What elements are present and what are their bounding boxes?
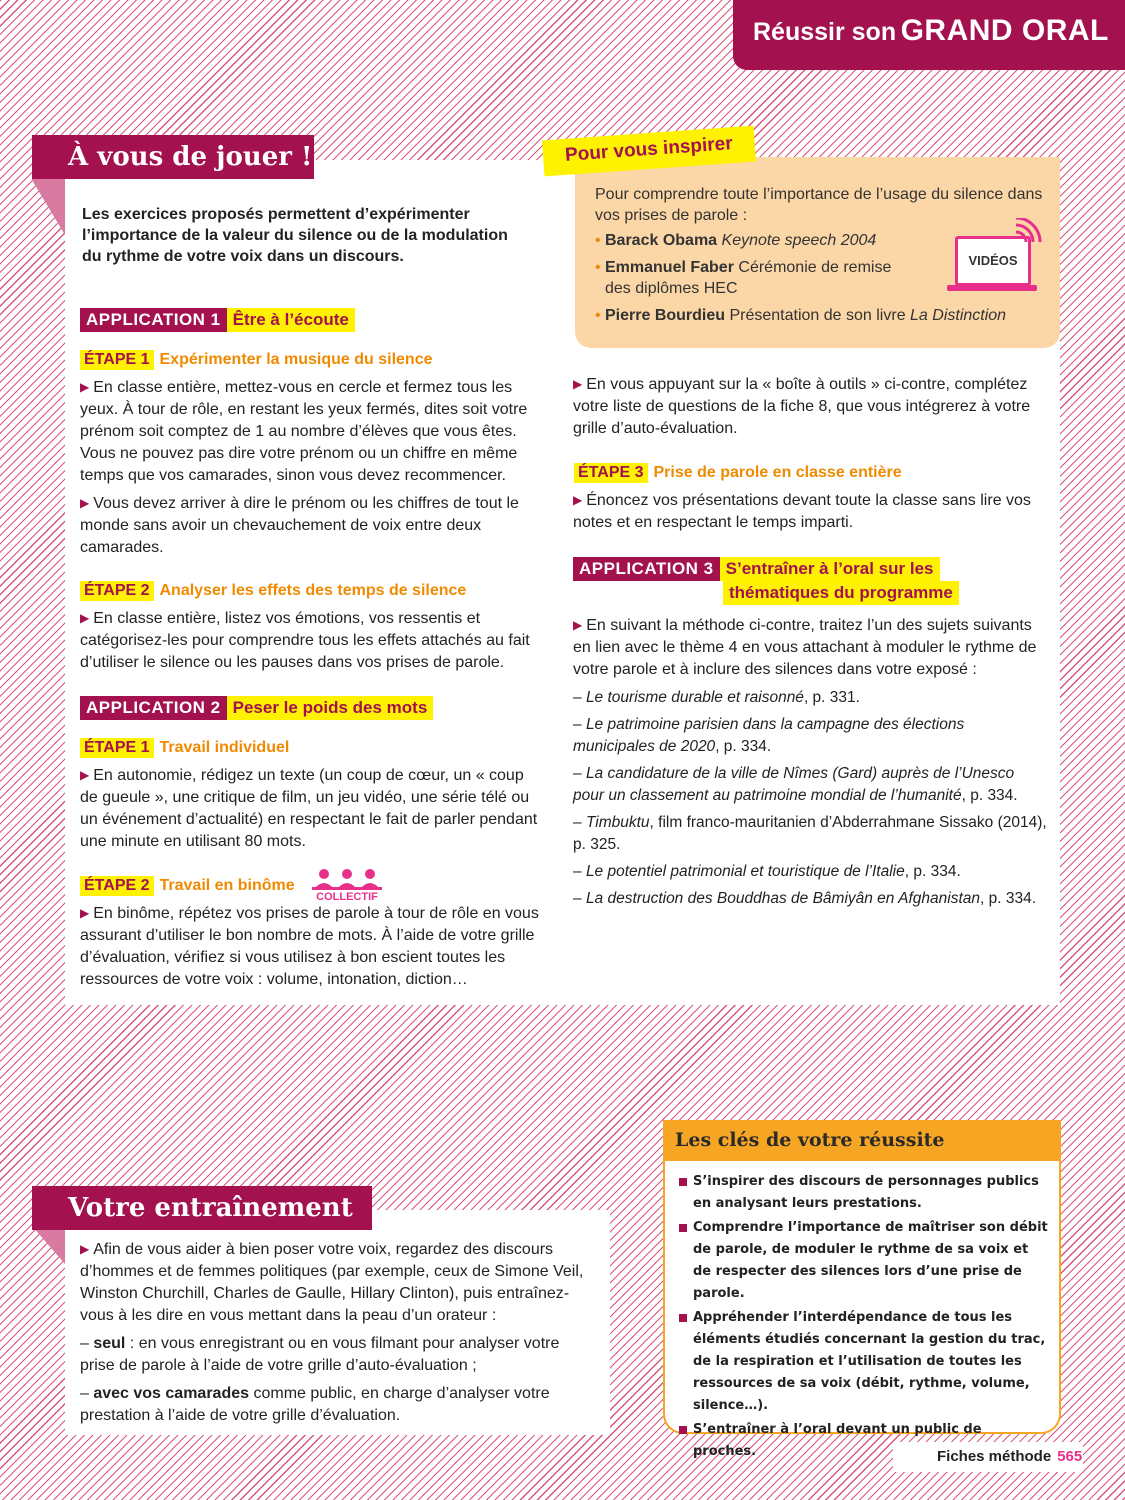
application-3-heading-line2 [723,581,959,605]
etape-tag: ÉTAPE 2 [80,581,154,601]
entrainement-text [80,1239,595,1433]
bullet-triangle-icon: ▶ [573,493,583,507]
application-2-heading [80,696,433,720]
etape3-heading [574,463,902,483]
inspire-item[interactable]: • Pierre Bourdieu Présentation de son livre La Distinction [595,307,1007,324]
etape-title: Expérimenter la musique du silence [159,351,433,368]
app1-tag: APPLICATION 1 [80,308,227,332]
a-vous-title-text: À vous de jouer ! [68,142,313,172]
inspire-item[interactable]: • Barack Obama Keynote speech 2004 [595,232,877,249]
subject-item: – Le potentiel patrimonial et touristique de l’Italie, p. 334. [573,863,961,880]
etape-tag: ÉTAPE 1 [80,738,154,758]
bullet-triangle-icon: ▶ [80,496,90,510]
collectif-icon [312,868,382,902]
wifi-signal-icon [1012,218,1042,248]
footer-label: Fiches méthode [937,1448,1052,1465]
cles-list [665,1171,1059,1463]
paragraph: En classe entière, mettez-vous en cercle et fermez tous les yeux. À tour de rôle, en restant les yeux fermés, dites soit votre prénom soit comptez de 1 au nombre d’élèves que vous êtes. Vous ne pouvez pas dire votre prénom ou un chiffre en même temps que vos camarades, sinon vous devez recommencer. [80,379,528,484]
paragraph: Énoncez vos présentations devant toute la classe sans lire vos notes et en respectant le temps imparti. [573,492,1031,531]
paragraph: En classe entière, listez vos émotions, vos ressentis et catégorisez-les pour comprendre tous les effets attachés au fait d’utiliser le silence ou les pauses dans vos prises de parole. [80,610,530,671]
footer [893,1442,1083,1472]
boite-text [573,374,1048,446]
paragraph: En binôme, répétez vos prises de parole à tour de rôle en vous assurant d’utiliser le bon nombre de mots. À l’aide de votre grille d’évaluation, vérifiez si vous utilisez à bon escient toutes les ressources de votre voix : volume, intonation, diction… [80,905,539,988]
subject-item: – La candidature de la ville de Nîmes (Gard) auprès de l’Unesco pour un classement au patrimoine mondial de l’humanité, p. 334. [573,765,1018,804]
header-main: GRAND ORAL [900,14,1109,47]
paragraph: Afin de vous aider à bien poser votre voix, regardez des discours d’hommes et de femmes politiques (par exemple, ceux de Simone Veil, Winston Churchill, Charles de Gaulle, Hillary Clinton), puis entraînez-vous à les dire en vous mettant dans la peau d’un orateur : [80,1241,584,1324]
application-3-heading [573,557,940,581]
intro-text: Les exercices proposés permettent d’expérimenter l’importance de la valeur du silence ou de la modulation du rythme de votre voix dans un discours. [82,206,508,265]
inspire-banner: Pour vous inspirer [542,126,756,177]
etape3-text [573,490,1048,540]
app1-etape2-text [80,608,540,680]
bullet-triangle-icon: ▶ [80,380,90,394]
paragraph: En autonomie, rédigez un texte (un coup de cœur, un « coup de gueule », une critique de film, un jeu vidéo, une série télé ou un événement d’actualité) en respectant le fait de parler pendant une minute en utilisant 80 mots. [80,767,538,850]
app2-etape1-heading [80,738,289,758]
etape-tag: ÉTAPE 2 [80,876,154,896]
etape-tag: ÉTAPE 3 [574,463,648,483]
bullet-triangle-icon: ▶ [573,618,583,632]
video-label: VIDÉOS [968,253,1018,268]
paragraph: En vous appuyant sur la « boîte à outils » ci-contre, complétez votre liste de questions de la fiche 8, que vous intégrerez à votre grille d’auto-évaluation. [573,376,1031,437]
cles-title: Les clés de votre réussite [665,1122,1059,1161]
entrainement-dash-2: – avec vos camarades comme public, en charge d’analyser votre prestation à l’aide de votre grille d’évaluation. [80,1385,550,1424]
etape-title: Travail individuel [159,739,290,756]
header-banner [733,0,1125,70]
inspire-intro: Pour comprendre toute l’importance de l’usage du silence dans vos prises de parole : [595,186,1043,224]
etape-tag: ÉTAPE 1 [80,350,154,370]
app1-etape2-heading [80,581,466,601]
bullet-triangle-icon: ▶ [80,1242,90,1256]
page-number: 565 [1057,1448,1083,1465]
app3-text [573,615,1048,915]
app1-etape1-heading [80,350,432,370]
paragraph: Vous devez arriver à dire le prénom ou les chiffres de tout le monde sans avoir un chevauchement de voix entre deux camarades. [80,495,519,556]
etape-title: Analyser les effets des temps de silence [159,582,467,599]
collectif-label: COLLECTIF [316,891,378,902]
entrainement-title [32,1186,372,1230]
a-vous-title [32,135,314,179]
app2-etape1-text [80,765,540,859]
entrainement-title-text: Votre entraînement [68,1193,353,1223]
cles-item: Appréhender l’interdépendance de tous les éléments étudiés concernant la gestion du trac, de la respiration et l’utilisation de toutes les ressources de sa voix (débit, rythme, volume, silence…). [679,1307,1049,1417]
app1-title: Être à l’écoute [227,308,355,332]
application-1-heading [80,308,355,332]
app3-title-line1: S’entraîner à l’oral sur les [720,557,940,581]
bullet-triangle-icon: ▶ [573,377,583,391]
app2-etape2-heading [80,876,295,896]
cles-item: Comprendre l’importance de maîtriser son débit de parole, de moduler le rythme de sa voix et de respecter des silences lors d’une prise de parole. [679,1217,1049,1305]
app3-tag: APPLICATION 3 [573,557,720,581]
cles-item: S’entraîner à l’oral devant un public de proches. [679,1419,1049,1463]
app1-etape1-text [80,377,540,565]
entrainement-dash-1: – seul : en vous enregistrant ou en vous filmant pour analyser votre prise de parole à l’aide de votre grille d’auto-évaluation ; [80,1335,560,1374]
app2-etape2-text [80,903,550,997]
header-pre: Réussir son [753,18,897,46]
bullet-triangle-icon: ▶ [80,611,90,625]
inspire-item[interactable]: • Emmanuel Faber Cérémonie de remise des diplômes HEC [595,259,892,297]
etape-title: Prise de parole en classe entière [653,464,902,481]
bullet-triangle-icon: ▶ [80,906,90,920]
subject-item: – Le patrimoine parisien dans la campagne des élections municipales de 2020, p. 334. [573,716,965,755]
paragraph: En suivant la méthode ci-contre, traitez l’un des sujets suivants en lien avec le thème 4 en vous attachant à moduler le rythme de votre parole et à inclure des silences dans votre exposé : [573,617,1037,678]
subject-item: – Le tourisme durable et raisonné, p. 331. [573,689,860,706]
app2-title: Peser le poids des mots [227,696,434,720]
cles-item: S’inspirer des discours de personnages publics en analysant leurs prestations. [679,1171,1049,1215]
bullet-triangle-icon: ▶ [80,768,90,782]
subject-item: – Timbuktu, film franco-mauritanien d’Abderrahmane Sissako (2014), p. 325. [573,814,1047,853]
app3-title-line2: thématiques du programme [723,581,959,605]
subject-item: – La destruction des Bouddhas de Bâmiyân en Afghanistan, p. 334. [573,890,1037,907]
video-laptop-base [947,285,1037,291]
etape-title: Travail en binôme [159,877,295,894]
app2-tag: APPLICATION 2 [80,696,227,720]
